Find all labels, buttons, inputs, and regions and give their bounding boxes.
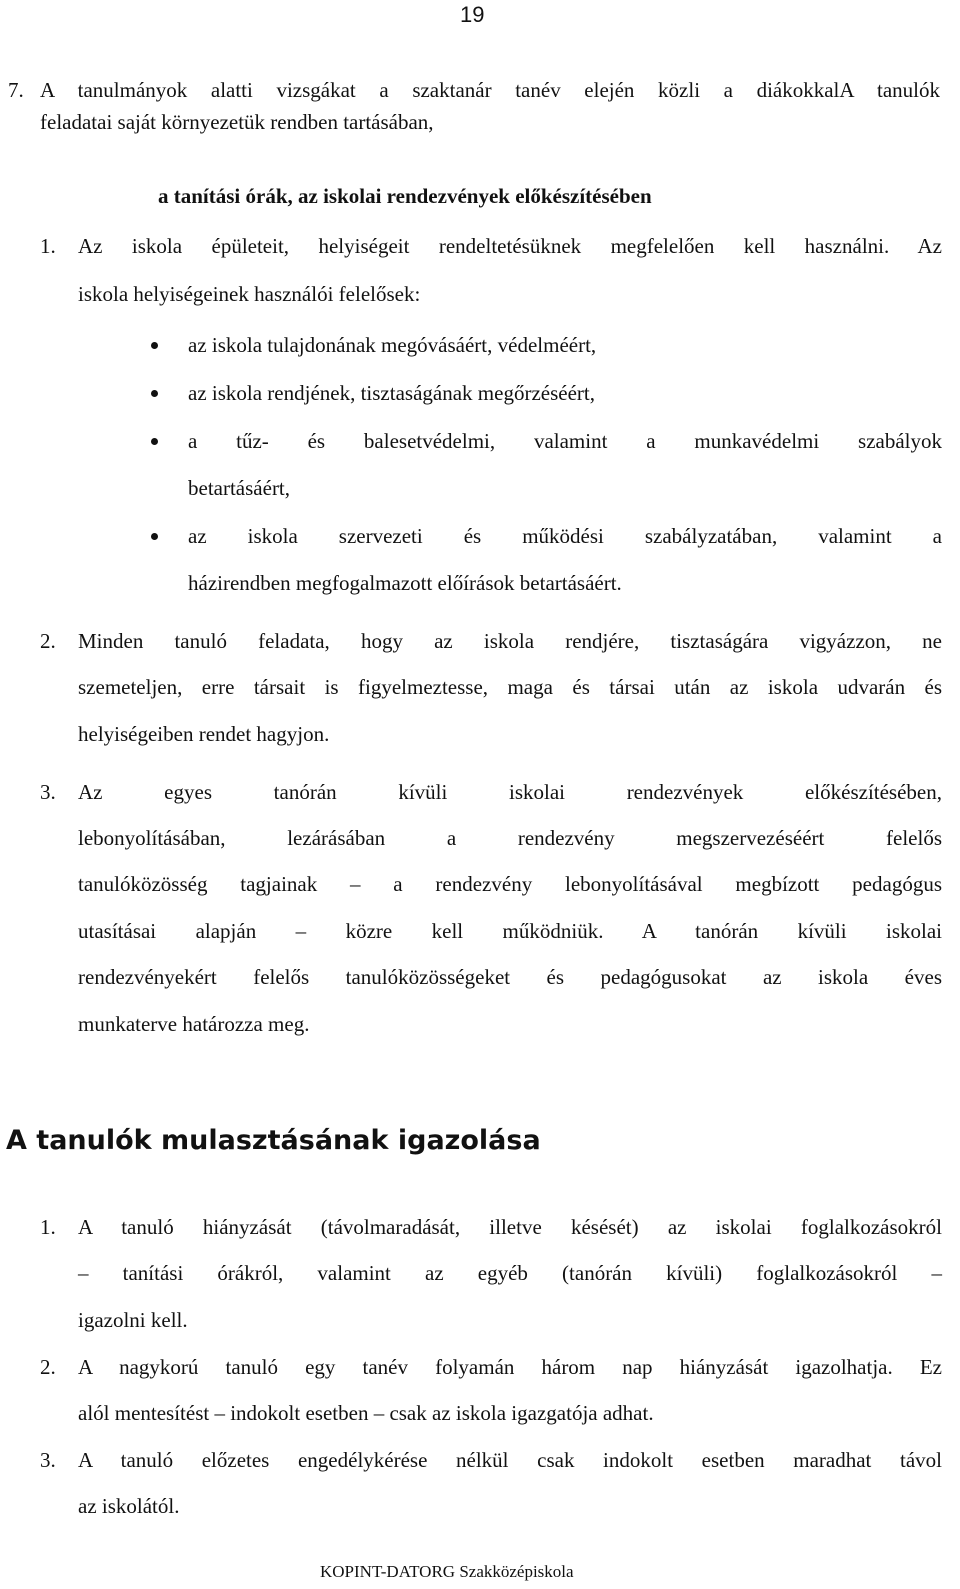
- page-number: 19: [460, 2, 485, 27]
- bullet-dot-icon: [151, 390, 158, 397]
- item-text-line: A tanulmányok alatti vizsgákat a szaktanár tanév elején közli a diákokkalA tanulók: [40, 78, 940, 102]
- page-footer: KOPINT-DATORG Szakközépiskola: [320, 1562, 574, 1581]
- item-text-line: – tanítási órákról, valamint az egyéb (tanórán kívüli) foglalkozásokról –: [78, 1261, 942, 1285]
- item-text-line: Az iskola épületeit, helyiségeit rendeltetésüknek megfelelően kell használni. Az: [78, 234, 942, 258]
- bullet-text-line: az iskola szervezeti és működési szabályzatában, valamint a: [188, 524, 942, 548]
- bullet-dot-icon: [151, 533, 158, 540]
- item-text-line: Minden tanuló feladata, hogy az iskola rendjére, tisztaságára vigyázzon, ne: [78, 629, 942, 653]
- item-text-line: helyiségeiben rendet hagyjon.: [78, 722, 330, 746]
- item-text-line: lebonyolításában, lezárásában a rendezvény megszervezéséért felelős: [78, 826, 942, 850]
- item-text-line: rendezvényekért felelős tanulóközösségeket és pedagógusokat az iskola éves: [78, 965, 942, 989]
- list-number: 2.: [40, 629, 56, 653]
- bullet-text-line: az iskola tulajdonának megóvásáért, védelméért,: [188, 333, 597, 357]
- bullet-dot-icon: [151, 438, 158, 445]
- item-text-line: utasításai alapján – közre kell működniük. A tanórán kívüli iskolai: [78, 919, 942, 943]
- list-number: 3.: [40, 780, 56, 804]
- item-text-line: Az egyes tanórán kívüli iskolai rendezvények előkészítésében,: [78, 780, 942, 804]
- item-text-line: szemeteljen, erre társait is figyelmeztesse, maga és társai után az iskola udvarán és: [78, 675, 942, 699]
- list-number: 1.: [40, 234, 56, 258]
- item-text-line: A tanuló előzetes engedélykérése nélkül csak indokolt esetben maradhat távol: [78, 1448, 942, 1472]
- list-number: 3.: [40, 1448, 56, 1472]
- item-text-line: A tanuló hiányzását (távolmaradását, illetve késését) az iskolai foglalkozásokról: [78, 1215, 942, 1239]
- list-number: 2.: [40, 1355, 56, 1379]
- list-number: 1.: [40, 1215, 56, 1239]
- item-text-line: alól mentesítést – indokolt esetben – csak az iskola igazgatója adhat.: [78, 1401, 654, 1425]
- section-heading: A tanulók mulasztásának igazolása: [6, 1125, 541, 1156]
- item-text-line: iskola helyiségeinek használói felelősek:: [78, 282, 421, 306]
- list-number: 7.: [8, 78, 24, 102]
- item-text-line: feladatai saját környezetük rendben tartásában,: [40, 110, 434, 134]
- item-text-line: A nagykorú tanuló egy tanév folyamán három nap hiányzását igazolhatja. Ez: [78, 1355, 942, 1379]
- bullet-text-line: betartásáért,: [188, 476, 291, 500]
- bullet-text-line: házirendben megfogalmazott előírások betartásáért.: [188, 571, 622, 595]
- item-text-line: munkaterve határozza meg.: [78, 1012, 310, 1036]
- bullet-dot-icon: [151, 342, 158, 349]
- item-text-line: igazolni kell.: [78, 1308, 188, 1332]
- item-text-line: az iskolától.: [78, 1494, 180, 1518]
- bullet-text-line: az iskola rendjének, tisztaságának megőrzéséért,: [188, 381, 595, 405]
- bullet-text-line: a tűz- és balesetvédelmi, valamint a munkavédelmi szabályok: [188, 429, 942, 453]
- subheading: a tanítási órák, az iskolai rendezvények előkészítésében: [158, 184, 652, 208]
- item-text-line: tanulóközösség tagjainak – a rendezvény lebonyolításával megbízott pedagógus: [78, 872, 942, 896]
